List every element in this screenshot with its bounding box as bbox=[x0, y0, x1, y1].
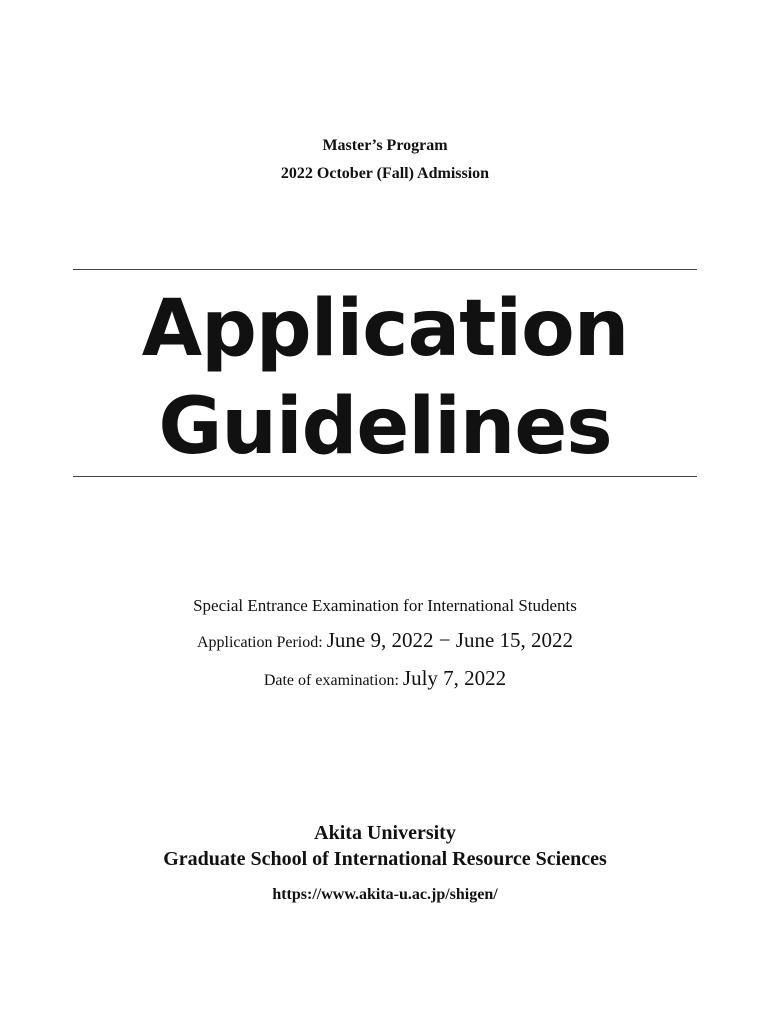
exam-date-row bbox=[0, 666, 770, 691]
application-period-row bbox=[0, 628, 770, 653]
exam-date-label: Date of examination: bbox=[263, 672, 399, 689]
exam-name: Special Entrance Examination for International Students bbox=[193, 596, 577, 615]
website-url: https://www.akita-u.ac.jp/shigen/ bbox=[272, 886, 498, 903]
program-name: Master’s Program bbox=[322, 137, 448, 154]
school-name: Graduate School of International Resource Sciences bbox=[163, 848, 607, 870]
application-period-value: June 9, 2022 − June 15, 2022 bbox=[326, 628, 574, 652]
bottom-divider bbox=[73, 476, 697, 477]
university-name: Akita University bbox=[314, 822, 456, 844]
title-line-1: Application bbox=[141, 284, 629, 374]
top-divider bbox=[73, 269, 697, 270]
admission-term: 2022 October (Fall) Admission bbox=[280, 165, 490, 182]
application-period-label: Application Period: bbox=[196, 634, 323, 651]
title-line-2: Guidelines bbox=[158, 382, 612, 472]
exam-date-value: July 7, 2022 bbox=[402, 666, 507, 690]
